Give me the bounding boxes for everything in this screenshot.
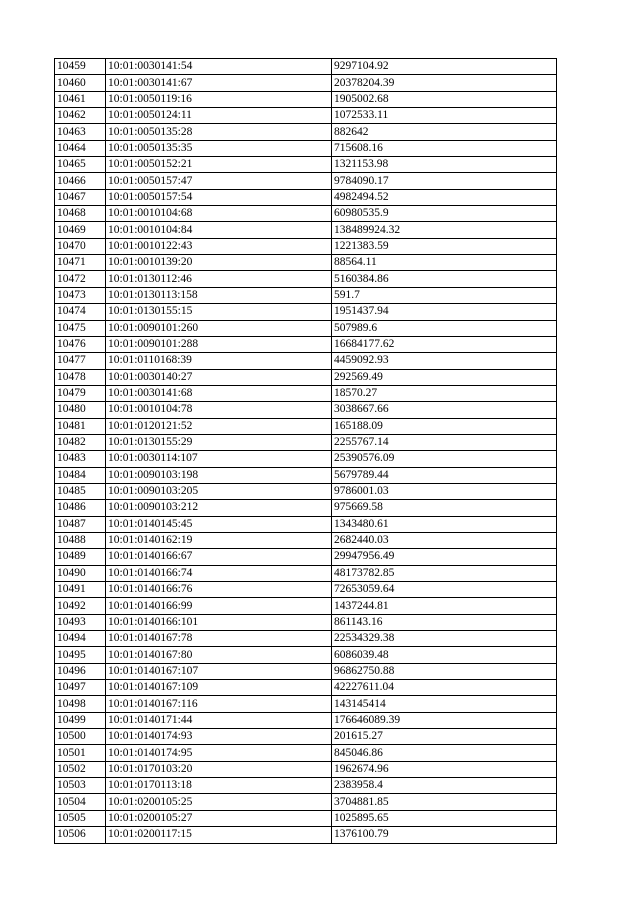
table-row [55, 418, 557, 434]
table-row [55, 663, 557, 679]
cadastral-number-cell: 10:01:0010104:78 [106, 402, 332, 418]
table-row [55, 827, 557, 843]
cadastral-number-cell: 10:01:0200105:25 [106, 794, 332, 810]
table-row [55, 402, 557, 418]
row-number-cell: 10506 [55, 827, 106, 843]
table-row [55, 794, 557, 810]
row-number-cell: 10485 [55, 483, 106, 499]
value-cell: 1343480.61 [332, 516, 557, 532]
cadastral-number-cell: 10:01:0090103:198 [106, 467, 332, 483]
row-number-cell: 10501 [55, 745, 106, 761]
cadastral-number-cell: 10:01:0140166:101 [106, 614, 332, 630]
row-number-cell: 10480 [55, 402, 106, 418]
table-row [55, 778, 557, 794]
cadastral-number-cell: 10:01:0140166:74 [106, 565, 332, 581]
table-row [55, 59, 557, 75]
row-number-cell: 10496 [55, 663, 106, 679]
row-number-cell: 10468 [55, 206, 106, 222]
row-number-cell: 10463 [55, 124, 106, 140]
value-cell: 138489924.32 [332, 222, 557, 238]
row-number-cell: 10487 [55, 516, 106, 532]
cadastral-number-cell: 10:01:0140166:76 [106, 582, 332, 598]
cadastral-number-cell: 10:01:0140174:95 [106, 745, 332, 761]
value-cell: 1951437.94 [332, 304, 557, 320]
value-cell: 1905002.68 [332, 91, 557, 107]
cadastral-number-cell: 10:01:0170103:20 [106, 761, 332, 777]
value-cell: 72653059.64 [332, 582, 557, 598]
value-cell: 9784090.17 [332, 173, 557, 189]
cadastral-number-cell: 10:01:0140167:78 [106, 631, 332, 647]
table-row [55, 810, 557, 826]
row-number-cell: 10494 [55, 631, 106, 647]
cadastral-number-cell: 10:01:0140145:45 [106, 516, 332, 532]
table-row [55, 206, 557, 222]
value-cell: 18570.27 [332, 385, 557, 401]
row-number-cell: 10486 [55, 500, 106, 516]
table-body [55, 59, 557, 844]
row-number-cell: 10473 [55, 287, 106, 303]
value-cell: 2682440.03 [332, 532, 557, 548]
row-number-cell: 10478 [55, 369, 106, 385]
value-cell: 3038667.66 [332, 402, 557, 418]
cadastral-number-cell: 10:01:0050135:35 [106, 140, 332, 156]
cadastral-number-cell: 10:01:0050157:47 [106, 173, 332, 189]
table-row [55, 369, 557, 385]
cadastral-number-cell: 10:01:0030141:67 [106, 75, 332, 91]
row-number-cell: 10475 [55, 320, 106, 336]
value-cell: 1437244.81 [332, 598, 557, 614]
row-number-cell: 10472 [55, 271, 106, 287]
row-number-cell: 10467 [55, 189, 106, 205]
table-row [55, 631, 557, 647]
row-number-cell: 10481 [55, 418, 106, 434]
cadastral-number-cell: 10:01:0030141:68 [106, 385, 332, 401]
value-cell: 4459092.93 [332, 353, 557, 369]
table-row [55, 582, 557, 598]
cadastral-number-cell: 10:01:0050152:21 [106, 157, 332, 173]
value-cell: 2255767.14 [332, 434, 557, 450]
row-number-cell: 10482 [55, 434, 106, 450]
value-cell: 507989.6 [332, 320, 557, 336]
value-cell: 9786001.03 [332, 483, 557, 499]
table-row [55, 124, 557, 140]
value-cell: 22534329.38 [332, 631, 557, 647]
row-number-cell: 10477 [55, 353, 106, 369]
table-row [55, 647, 557, 663]
row-number-cell: 10465 [55, 157, 106, 173]
table-row [55, 680, 557, 696]
table-row [55, 157, 557, 173]
cadastral-number-cell: 10:01:0050135:28 [106, 124, 332, 140]
value-cell: 176646089.39 [332, 712, 557, 728]
cadastral-number-cell: 10:01:0010104:84 [106, 222, 332, 238]
value-cell: 6086039.48 [332, 647, 557, 663]
value-cell: 1221383.59 [332, 238, 557, 254]
table-row [55, 761, 557, 777]
cadastral-number-cell: 10:01:0140174:93 [106, 729, 332, 745]
table-row [55, 549, 557, 565]
table-row [55, 304, 557, 320]
cadastral-number-cell: 10:01:0140167:109 [106, 680, 332, 696]
value-cell: 48173782.85 [332, 565, 557, 581]
value-cell: 201615.27 [332, 729, 557, 745]
table-row [55, 91, 557, 107]
row-number-cell: 10466 [55, 173, 106, 189]
value-cell: 88564.11 [332, 255, 557, 271]
cadastral-number-cell: 10:01:0050124:11 [106, 108, 332, 124]
row-number-cell: 10498 [55, 696, 106, 712]
row-number-cell: 10491 [55, 582, 106, 598]
table-row [55, 729, 557, 745]
value-cell: 25390576.09 [332, 451, 557, 467]
row-number-cell: 10490 [55, 565, 106, 581]
value-cell: 143145414 [332, 696, 557, 712]
value-cell: 42227611.04 [332, 680, 557, 696]
row-number-cell: 10500 [55, 729, 106, 745]
value-cell: 3704881.85 [332, 794, 557, 810]
cadastral-number-cell: 10:01:0030140:27 [106, 369, 332, 385]
table-row [55, 271, 557, 287]
row-number-cell: 10505 [55, 810, 106, 826]
row-number-cell: 10495 [55, 647, 106, 663]
row-number-cell: 10459 [55, 59, 106, 75]
row-number-cell: 10479 [55, 385, 106, 401]
row-number-cell: 10469 [55, 222, 106, 238]
table-row [55, 287, 557, 303]
cadastral-number-cell: 10:01:0090103:212 [106, 500, 332, 516]
value-cell: 16684177.62 [332, 336, 557, 352]
table-row [55, 140, 557, 156]
value-cell: 20378204.39 [332, 75, 557, 91]
cadastral-number-cell: 10:01:0130155:15 [106, 304, 332, 320]
row-number-cell: 10502 [55, 761, 106, 777]
value-cell: 96862750.88 [332, 663, 557, 679]
table-row [55, 108, 557, 124]
row-number-cell: 10476 [55, 336, 106, 352]
table-row [55, 467, 557, 483]
cadastral-number-cell: 10:01:0110168:39 [106, 353, 332, 369]
row-number-cell: 10493 [55, 614, 106, 630]
table-row [55, 451, 557, 467]
row-number-cell: 10488 [55, 532, 106, 548]
data-table [54, 58, 557, 844]
table-row [55, 598, 557, 614]
table-row [55, 385, 557, 401]
value-cell: 1376100.79 [332, 827, 557, 843]
cadastral-number-cell: 10:01:0120121:52 [106, 418, 332, 434]
table-row [55, 75, 557, 91]
cadastral-number-cell: 10:01:0140167:80 [106, 647, 332, 663]
cadastral-number-cell: 10:01:0050157:54 [106, 189, 332, 205]
row-number-cell: 10461 [55, 91, 106, 107]
cadastral-number-cell: 10:01:0200117:15 [106, 827, 332, 843]
table-row [55, 532, 557, 548]
cadastral-number-cell: 10:01:0140167:107 [106, 663, 332, 679]
value-cell: 292569.49 [332, 369, 557, 385]
table-row [55, 353, 557, 369]
value-cell: 975669.58 [332, 500, 557, 516]
value-cell: 5160384.86 [332, 271, 557, 287]
cadastral-number-cell: 10:01:0010104:68 [106, 206, 332, 222]
cadastral-number-cell: 10:01:0140167:116 [106, 696, 332, 712]
table-row [55, 500, 557, 516]
row-number-cell: 10460 [55, 75, 106, 91]
cadastral-number-cell: 10:01:0050119:16 [106, 91, 332, 107]
table-row [55, 565, 557, 581]
cadastral-number-cell: 10:01:0030114:107 [106, 451, 332, 467]
cadastral-number-cell: 10:01:0140166:67 [106, 549, 332, 565]
value-cell: 1962674.96 [332, 761, 557, 777]
cadastral-number-cell: 10:01:0130155:29 [106, 434, 332, 450]
cadastral-number-cell: 10:01:0090101:288 [106, 336, 332, 352]
cadastral-number-cell: 10:01:0170113:18 [106, 778, 332, 794]
cadastral-number-cell: 10:01:0140162:19 [106, 532, 332, 548]
cadastral-number-cell: 10:01:0090101:260 [106, 320, 332, 336]
table-row [55, 238, 557, 254]
value-cell: 165188.09 [332, 418, 557, 434]
cadastral-number-cell: 10:01:0140166:99 [106, 598, 332, 614]
row-number-cell: 10492 [55, 598, 106, 614]
cadastral-number-cell: 10:01:0140171:44 [106, 712, 332, 728]
table-row [55, 745, 557, 761]
cadastral-number-cell: 10:01:0130113:158 [106, 287, 332, 303]
table-row [55, 320, 557, 336]
cadastral-number-cell: 10:01:0010122:43 [106, 238, 332, 254]
value-cell: 1072533.11 [332, 108, 557, 124]
value-cell: 29947956.49 [332, 549, 557, 565]
value-cell: 1321153.98 [332, 157, 557, 173]
row-number-cell: 10504 [55, 794, 106, 810]
table-row [55, 516, 557, 532]
table-row [55, 189, 557, 205]
cadastral-number-cell: 10:01:0200105:27 [106, 810, 332, 826]
cadastral-number-cell: 10:01:0130112:46 [106, 271, 332, 287]
row-number-cell: 10470 [55, 238, 106, 254]
value-cell: 2383958.4 [332, 778, 557, 794]
row-number-cell: 10503 [55, 778, 106, 794]
row-number-cell: 10462 [55, 108, 106, 124]
row-number-cell: 10497 [55, 680, 106, 696]
table-row [55, 712, 557, 728]
table-row [55, 173, 557, 189]
row-number-cell: 10464 [55, 140, 106, 156]
value-cell: 5679789.44 [332, 467, 557, 483]
cadastral-number-cell: 10:01:0010139:20 [106, 255, 332, 271]
value-cell: 715608.16 [332, 140, 557, 156]
row-number-cell: 10499 [55, 712, 106, 728]
cadastral-number-cell: 10:01:0030141:54 [106, 59, 332, 75]
value-cell: 1025895.65 [332, 810, 557, 826]
row-number-cell: 10484 [55, 467, 106, 483]
value-cell: 60980535.9 [332, 206, 557, 222]
row-number-cell: 10471 [55, 255, 106, 271]
table-row [55, 696, 557, 712]
table-row [55, 336, 557, 352]
table-row [55, 255, 557, 271]
row-number-cell: 10489 [55, 549, 106, 565]
cadastral-number-cell: 10:01:0090103:205 [106, 483, 332, 499]
table-row [55, 614, 557, 630]
table-row [55, 483, 557, 499]
table-row [55, 222, 557, 238]
value-cell: 845046.86 [332, 745, 557, 761]
value-cell: 882642 [332, 124, 557, 140]
row-number-cell: 10474 [55, 304, 106, 320]
value-cell: 4982494.52 [332, 189, 557, 205]
value-cell: 861143.16 [332, 614, 557, 630]
value-cell: 591.7 [332, 287, 557, 303]
row-number-cell: 10483 [55, 451, 106, 467]
table-row [55, 434, 557, 450]
value-cell: 9297104.92 [332, 59, 557, 75]
